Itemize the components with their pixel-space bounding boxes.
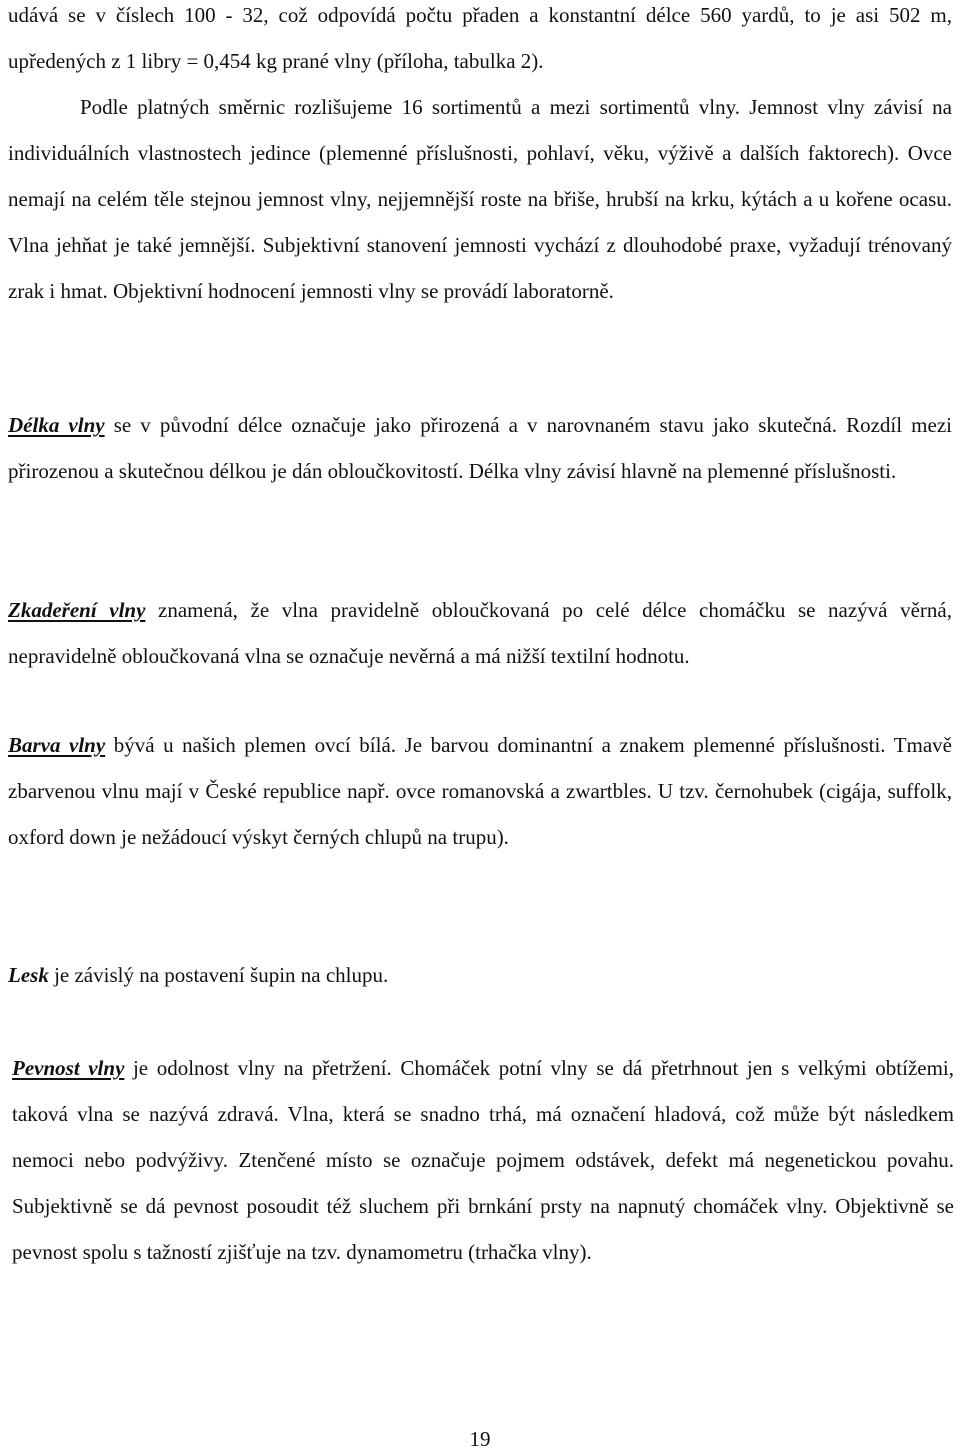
paragraph-text: udává se v číslech 100 - 32, což odpovídá počtu přaden a konstantní délce 560 yardů, to je asi 502 m, upředených z 1 libry = 0,454 kg prané vlny (příloha, tabulka 2).: [8, 3, 952, 73]
paragraph-crimp: [8, 587, 952, 679]
page-number: 19: [469, 1427, 491, 1451]
paragraph-text: znamená, že vlna pravidelně obloučkovaná po celé délce chomáčku se nazývá věrná, nepravidelně obloučkovaná vlna se označuje nevěrná a má nižší textilní hodnotu.: [8, 598, 952, 668]
paragraph-text: je odolnost vlny na přetržení. Chomáček potní vlny se dá přetrhnout jen s velkými obtížemi, taková vlna se nazývá zdravá. Vlna, která se snadno trhá, má označení hladová, což může být následkem nemoci nebo podvýživy. Ztenčené místo se označuje pojmem odstávek, defekt má negenetickou povahu. Subjektivně se dá pevnost posoudit též sluchem při brnkání prsty na napnutý chomáček vlny. Objektivně se pevnost spolu s tažností zjišťuje na tzv. dynamometru (trhačka vlny).: [12, 1056, 955, 1264]
paragraph-strength: [12, 1045, 954, 1275]
term-crimp: Zkadeření vlny: [8, 598, 146, 622]
paragraph-text: bývá u našich plemen ovcí bílá. Je barvou dominantní a znakem plemenné příslušnosti. Tmavě zbarvenou vlnu mají v České republice např. ovce romanovská a zwartbles. U tzv. černohubek (cigája, suffolk, oxford down je nežádoucí výskyt černých chlupů na trupu).: [8, 733, 952, 849]
term-length: Délka vlny: [8, 413, 105, 437]
paragraph-fineness: [8, 0, 952, 314]
paragraph-text: se v původní délce označuje jako přirozená a v narovnaném stavu jako skutečná. Rozdíl mezi přirozenou a skutečnou délkou je dán obloučkovitostí. Délka vlny závisí hlavně na plemenné příslušnosti.: [8, 413, 952, 483]
term-color: Barva vlny: [8, 733, 106, 757]
term-luster: Lesk: [8, 963, 49, 987]
paragraph-luster: [8, 952, 952, 998]
paragraph-color: [8, 722, 952, 860]
paragraph-length: [8, 402, 952, 494]
term-strength: Pevnost vlny: [12, 1056, 125, 1080]
paragraph-text: Podle platných směrnic rozlišujeme 16 sortimentů a mezi sortimentů vlny. Jemnost vlny závisí na individuálních vlastnostech jedince (plemenné příslušnosti, pohlaví, věku, výživě a dalších faktorech). Ovce nemají na celém těle stejnou jemnost vlny, nejjemnější roste na břiše, hrubší na krku, kýtách a u kořene ocasu. Vlna jehňat je také jemnější. Subjektivní stanovení jemnosti vychází z dlouhodobé praxe, vyžadují trénovaný zrak i hmat. Objektivní hodnocení jemnosti vlny se provádí laboratorně.: [8, 95, 952, 303]
paragraph-text: je závislý na postavení šupin na chlupu.: [48, 963, 389, 987]
